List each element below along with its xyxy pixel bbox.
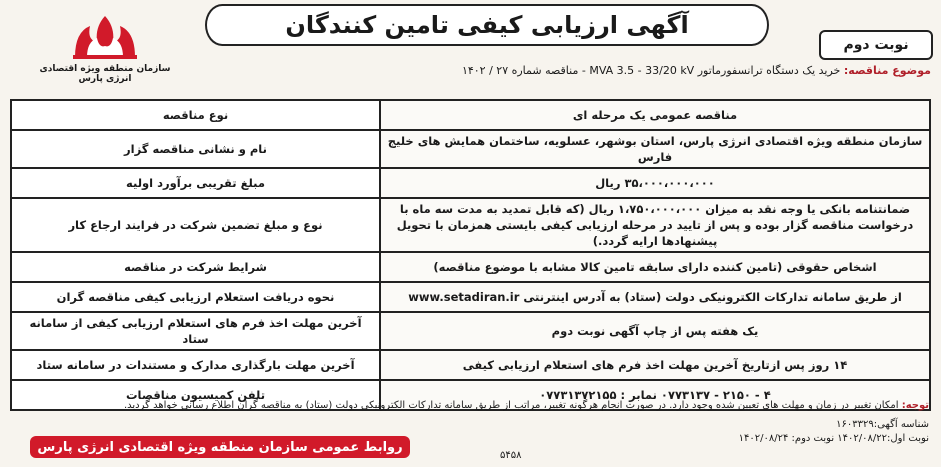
ad-identifier: شناسه آگهی:۱۶۰۳۳۲۹: [836, 419, 929, 430]
ad-title: آگهی ارزیابی کیفی تامین کنندگان: [205, 4, 769, 46]
organization-logo: [30, 12, 180, 90]
row-key: نام و نشانی مناقصه گزار: [11, 130, 380, 168]
tender-spec-table: [10, 99, 931, 411]
table-row: [11, 282, 930, 312]
table-row: [11, 252, 930, 282]
row-value: ۱۴ روز پس ازتاریخ آخرین مهلت اخذ فرم های استعلام ارزیابی کیفی: [380, 350, 930, 380]
row-value: ۳۵،۰۰۰،۰۰۰،۰۰۰ ریال: [380, 168, 930, 198]
table-row: [11, 198, 930, 252]
row-key: مبلغ تقریبی برآورد اولیه: [11, 168, 380, 198]
row-value: یک هفته پس از چاپ آگهی نوبت دوم: [380, 312, 930, 350]
row-key: آخرین مهلت بارگذاری مدارک و مستندات در سامانه ستاد: [11, 350, 380, 380]
row-key: شرایط شرکت در مناقصه: [11, 252, 380, 282]
ad-code: ۵۴۵۸: [500, 450, 522, 461]
row-value: اشخاص حقوقی (تامین کننده دارای سابقه تامین کالا مشابه با موضوع مناقصه): [380, 252, 930, 282]
subject-label: موضوع مناقصه:: [843, 64, 931, 77]
row-value: سازمان منطقه ویژه اقتصادی انرژی پارس، استان بوشهر، عسلویه، ساختمان همایش های خلیج فارس: [380, 130, 930, 168]
publication-round-badge: نوبت دوم: [819, 30, 933, 60]
publication-dates: نوبت اول:۱۴۰۲/۰۸/۲۲ نوبت دوم: ۱۴۰۲/۰۸/۲۴: [738, 433, 929, 444]
table-row: [11, 130, 930, 168]
table-row: [11, 312, 930, 350]
row-key: تلفن کمیسیون مناقصات: [11, 380, 380, 410]
row-value: از طریق سامانه تدارکات الکترونیکی دولت (ستاد) به آدرس اینترنتی www.setadiran.ir: [380, 282, 930, 312]
note-label: توجه:: [901, 400, 929, 411]
row-key: نوع و مبلغ تضمین شرکت در فرایند ارجاع کار: [11, 198, 380, 252]
row-key: نوع مناقصه: [11, 100, 380, 130]
table-row: [11, 168, 930, 198]
subject-text: خرید یک دستگاه ترانسفورماتور MVA 3.5 - 33/20 kV - مناقصه شماره ۲۷ / ۱۴۰۲: [461, 64, 841, 77]
row-key: آخرین مهلت اخذ فرم های استعلام ارزیابی کیفی از سامانه ستاد: [11, 312, 380, 350]
row-value: ۴ - ۲۱۵۰ - ۰۷۷۳۱۳۷ نمابر : ۰۷۷۳۱۳۷۲۱۵۵: [380, 380, 930, 410]
row-key: نحوه دریافت استعلام ارزیابی کیفی مناقصه گران: [11, 282, 380, 312]
tender-subject: [191, 64, 931, 77]
row-value: مناقصه عمومی یک مرحله ای: [380, 100, 930, 130]
logo-org-name: سازمان منطقه ویژه اقتصادی انرژی پارس: [39, 64, 171, 84]
row-value: ضمانتنامه بانکی یا وجه نقد به میزان ۱،۷۵۰،۰۰۰،۰۰۰ ریال (که قابل تمدید به مدت سه ماه با درخواست مناقصه گزار بوده و پس از تایید در مرحله ارزیابی کیفی بایستی همزمان با تحویل پیشنهادها ارایه گردد.): [380, 198, 930, 252]
note-text: امکان تغییر در زمان و مهلت های تعیین شده وجود دارد. در صورت انجام هرگونه تغییر، مراتب از طریق سامانه تدارکات الکترونیکی دولت (ستاد) به مناقصه گران اطلاع رسانی خواهد گردید.: [123, 400, 899, 411]
table-row: [11, 100, 930, 130]
table-row: [11, 350, 930, 380]
public-relations-footer: روابط عمومی سازمان منطقه ویژه اقتصادی انرژی پارس: [30, 436, 410, 458]
notice-note: [29, 399, 929, 413]
flame-logo-icon: [65, 12, 145, 62]
